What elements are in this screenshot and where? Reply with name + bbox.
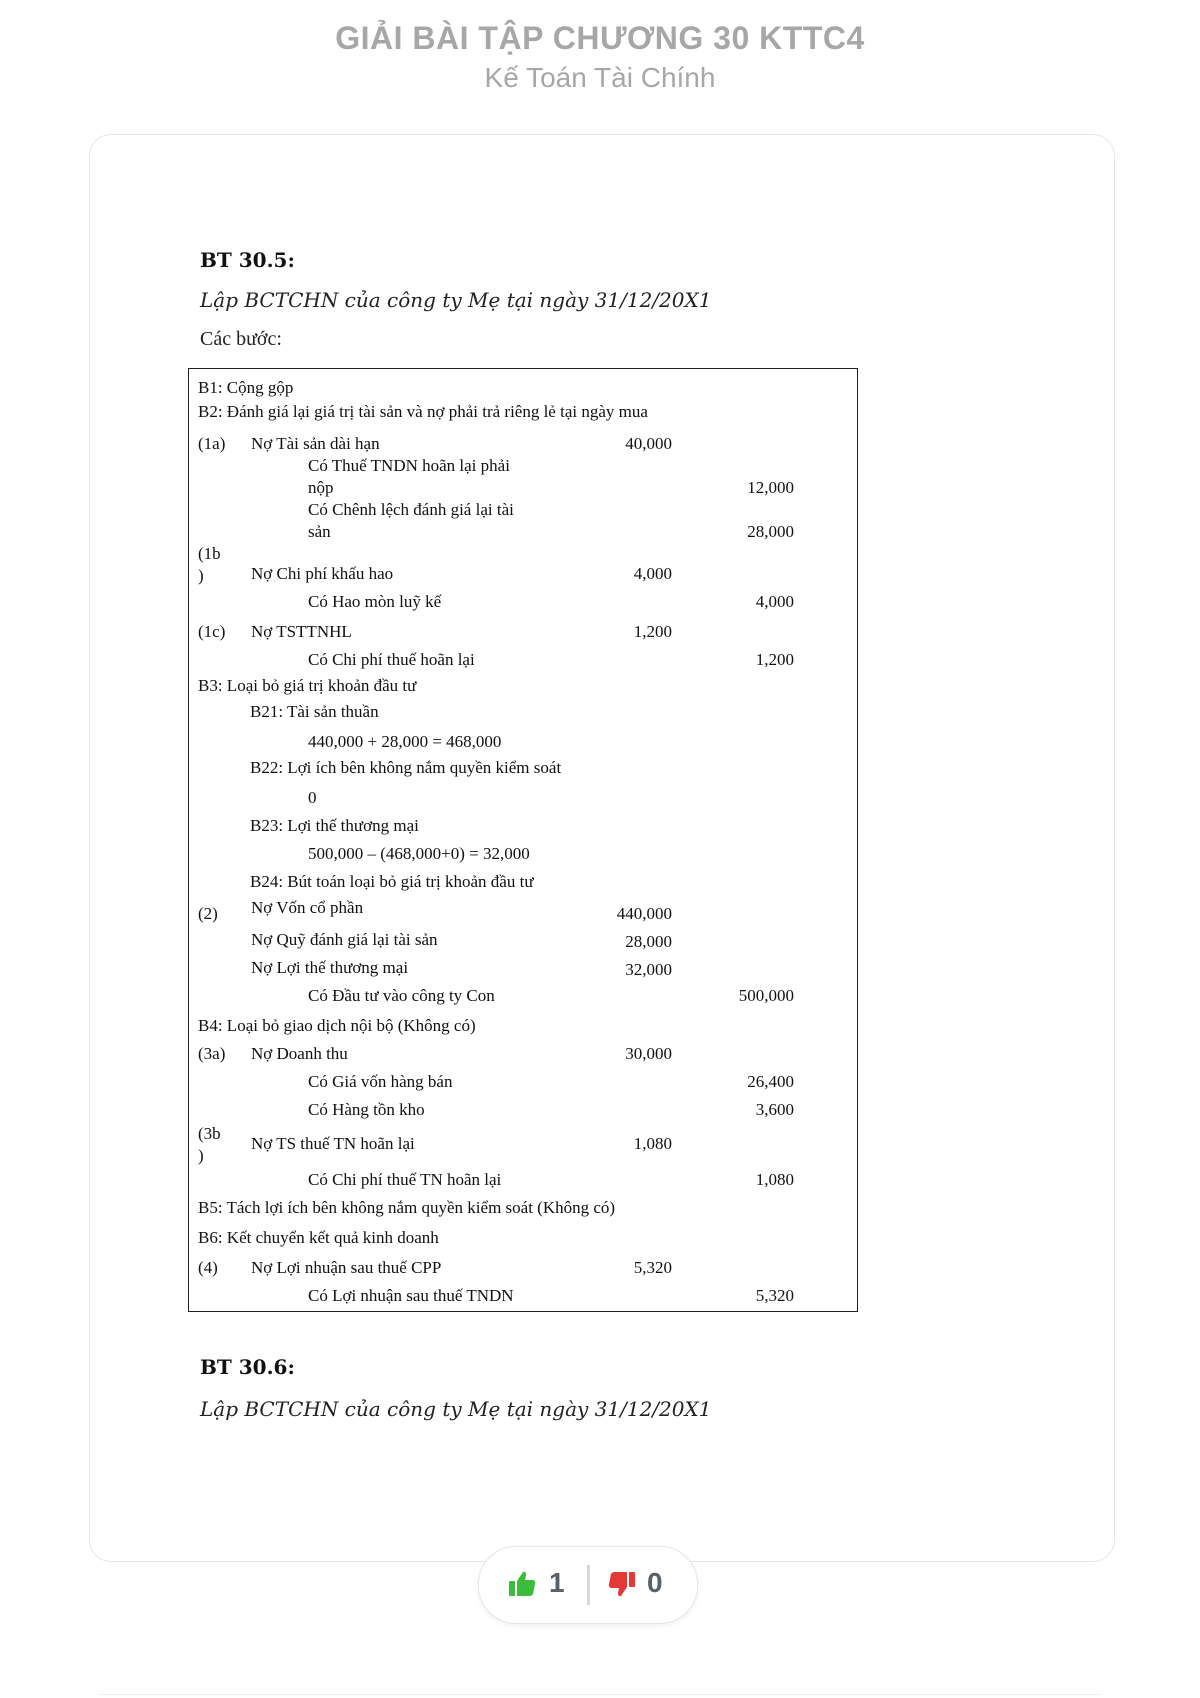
entry-3a-credit1-amount: 26,400 xyxy=(747,1072,794,1091)
document-title: GIẢI BÀI TẬP CHƯƠNG 30 KTTC4 xyxy=(335,20,865,56)
step-b1: B1: Cộng gộp xyxy=(198,378,294,397)
step-b23-calc: 500,000 – (468,000+0) = 32,000 xyxy=(308,844,530,863)
entry-1a-credit2-line2: sản xyxy=(308,522,331,541)
exercise-task-30-5: Lập BCTCHN của công ty Mẹ tại ngày 31/12/20X1 xyxy=(200,288,712,312)
step-b5: B5: Tách lợi ích bên không nắm quyền kiểm soát (Không có) xyxy=(198,1198,616,1217)
entry-1a-credit1-line1: Có Thuế TNDN hoãn lại phải xyxy=(308,456,510,475)
entry-1a-credit2-line1: Có Chênh lệch đánh giá lại tài xyxy=(308,500,514,519)
entry-2-credit: Có Đầu tư vào công ty Con xyxy=(308,986,495,1005)
entry-1a-credit1-line2: nộp xyxy=(308,478,334,497)
entry-1b-credit-amount: 4,000 xyxy=(755,592,794,611)
step-b22-value: 0 xyxy=(308,788,317,807)
exercise-heading-30-5: BT 30.5: xyxy=(200,248,295,272)
entry-3a-debit-amount: 30,000 xyxy=(625,1044,672,1063)
entry-4-credit: Có Lợi nhuận sau thuế TNDN xyxy=(308,1286,514,1305)
vote-divider xyxy=(587,1565,590,1605)
steps-label: Các bước: xyxy=(200,328,282,350)
entry-ref-2: (2) xyxy=(198,904,218,923)
entry-ref-1c: (1c) xyxy=(198,622,226,641)
step-b21-calc: 440,000 + 28,000 = 468,000 xyxy=(308,732,502,751)
entry-4-debit-amount: 5,320 xyxy=(633,1258,672,1277)
entry-1a-credit1-amount: 12,000 xyxy=(747,478,794,497)
entry-3b-debit-amount: 1,080 xyxy=(633,1134,672,1153)
entry-4-debit: Nợ Lợi nhuận sau thuế CPP xyxy=(251,1258,442,1277)
entry-3a-credit2: Có Hàng tồn kho xyxy=(308,1100,425,1119)
entry-2-debit1: Nợ Vốn cổ phần xyxy=(251,898,364,917)
entry-1c-debit: Nợ TSTTNHL xyxy=(251,622,352,641)
entry-2-credit-amount: 500,000 xyxy=(738,986,794,1005)
entry-2-debit2-amount: 28,000 xyxy=(625,932,672,951)
step-b6: B6: Kết chuyển kết quả kinh doanh xyxy=(198,1228,439,1247)
entry-1a-credit2-amount: 28,000 xyxy=(747,522,794,541)
entry-1b-debit-amount: 4,000 xyxy=(633,564,672,583)
entry-1b-credit: Có Hao mòn luỹ kế xyxy=(308,592,442,611)
entry-ref-1b-line2: ) xyxy=(198,566,204,585)
step-b2: B2: Đánh giá lại giá trị tài sản và nợ phải trả riêng lẻ tại ngày mua xyxy=(198,402,648,421)
entry-ref-3b-line2: ) xyxy=(198,1146,204,1165)
entry-1a-debit: Nợ Tài sản dài hạn xyxy=(251,434,380,453)
entry-3b-credit-amount: 1,080 xyxy=(755,1170,794,1189)
entry-ref-3a: (3a) xyxy=(198,1044,226,1063)
exercise-task-30-6: Lập BCTCHN của công ty Mẹ tại ngày 31/12/20X1 xyxy=(200,1397,712,1421)
step-b3: B3: Loại bỏ giá trị khoản đầu tư xyxy=(198,676,417,695)
entry-2-debit3-amount: 32,000 xyxy=(625,960,672,979)
step-b4: B4: Loại bỏ giao dịch nội bộ (Không có) xyxy=(198,1016,476,1035)
entry-3a-credit1: Có Giá vốn hàng bán xyxy=(308,1072,453,1091)
exercise-heading-30-6: BT 30.6: xyxy=(200,1355,295,1379)
entry-4-credit-amount: 5,320 xyxy=(755,1286,794,1305)
vote-bar xyxy=(478,1546,698,1624)
document-subtitle: Kế Toán Tài Chính xyxy=(484,62,716,93)
step-b23: B23: Lợi thế thương mại xyxy=(250,816,419,835)
entry-ref-4: (4) xyxy=(198,1258,218,1277)
entry-2-debit2: Nợ Quỹ đánh giá lại tài sản xyxy=(251,930,438,949)
step-b22: B22: Lợi ích bên không nắm quyền kiểm soát xyxy=(250,758,562,777)
entry-2-debit3: Nợ Lợi thế thương mại xyxy=(251,958,409,977)
step-b21: B21: Tài sản thuần xyxy=(250,702,379,721)
entry-3b-debit: Nợ TS thuế TN hoãn lại xyxy=(251,1134,415,1153)
entry-1c-credit-amount: 1,200 xyxy=(755,650,794,669)
entry-ref-1a: (1a) xyxy=(198,434,226,453)
step-b24: B24: Bút toán loại bỏ giá trị khoản đầu tư xyxy=(250,872,534,891)
entry-1c-credit: Có Chi phí thuế hoãn lại xyxy=(308,650,475,669)
entry-1a-debit-amount: 40,000 xyxy=(625,434,672,453)
entry-3a-debit: Nợ Doanh thu xyxy=(251,1044,348,1063)
footer-divider xyxy=(100,1694,1100,1695)
dislike-count: 0 xyxy=(647,1567,663,1598)
thumbs-down-icon[interactable] xyxy=(607,1569,637,1599)
entry-2-debit1-amount: 440,000 xyxy=(616,904,672,923)
entry-1b-debit: Nợ Chi phí khấu hao xyxy=(251,564,394,583)
thumbs-up-icon[interactable] xyxy=(507,1569,537,1599)
entry-ref-1b-line1: (1b xyxy=(198,544,221,563)
entry-1c-debit-amount: 1,200 xyxy=(633,622,672,641)
entry-ref-3b-line1: (3b xyxy=(198,1124,221,1143)
like-count: 1 xyxy=(549,1567,565,1598)
entry-3a-credit2-amount: 3,600 xyxy=(755,1100,794,1119)
entry-3b-credit: Có Chi phí thuế TN hoãn lại xyxy=(308,1170,502,1189)
